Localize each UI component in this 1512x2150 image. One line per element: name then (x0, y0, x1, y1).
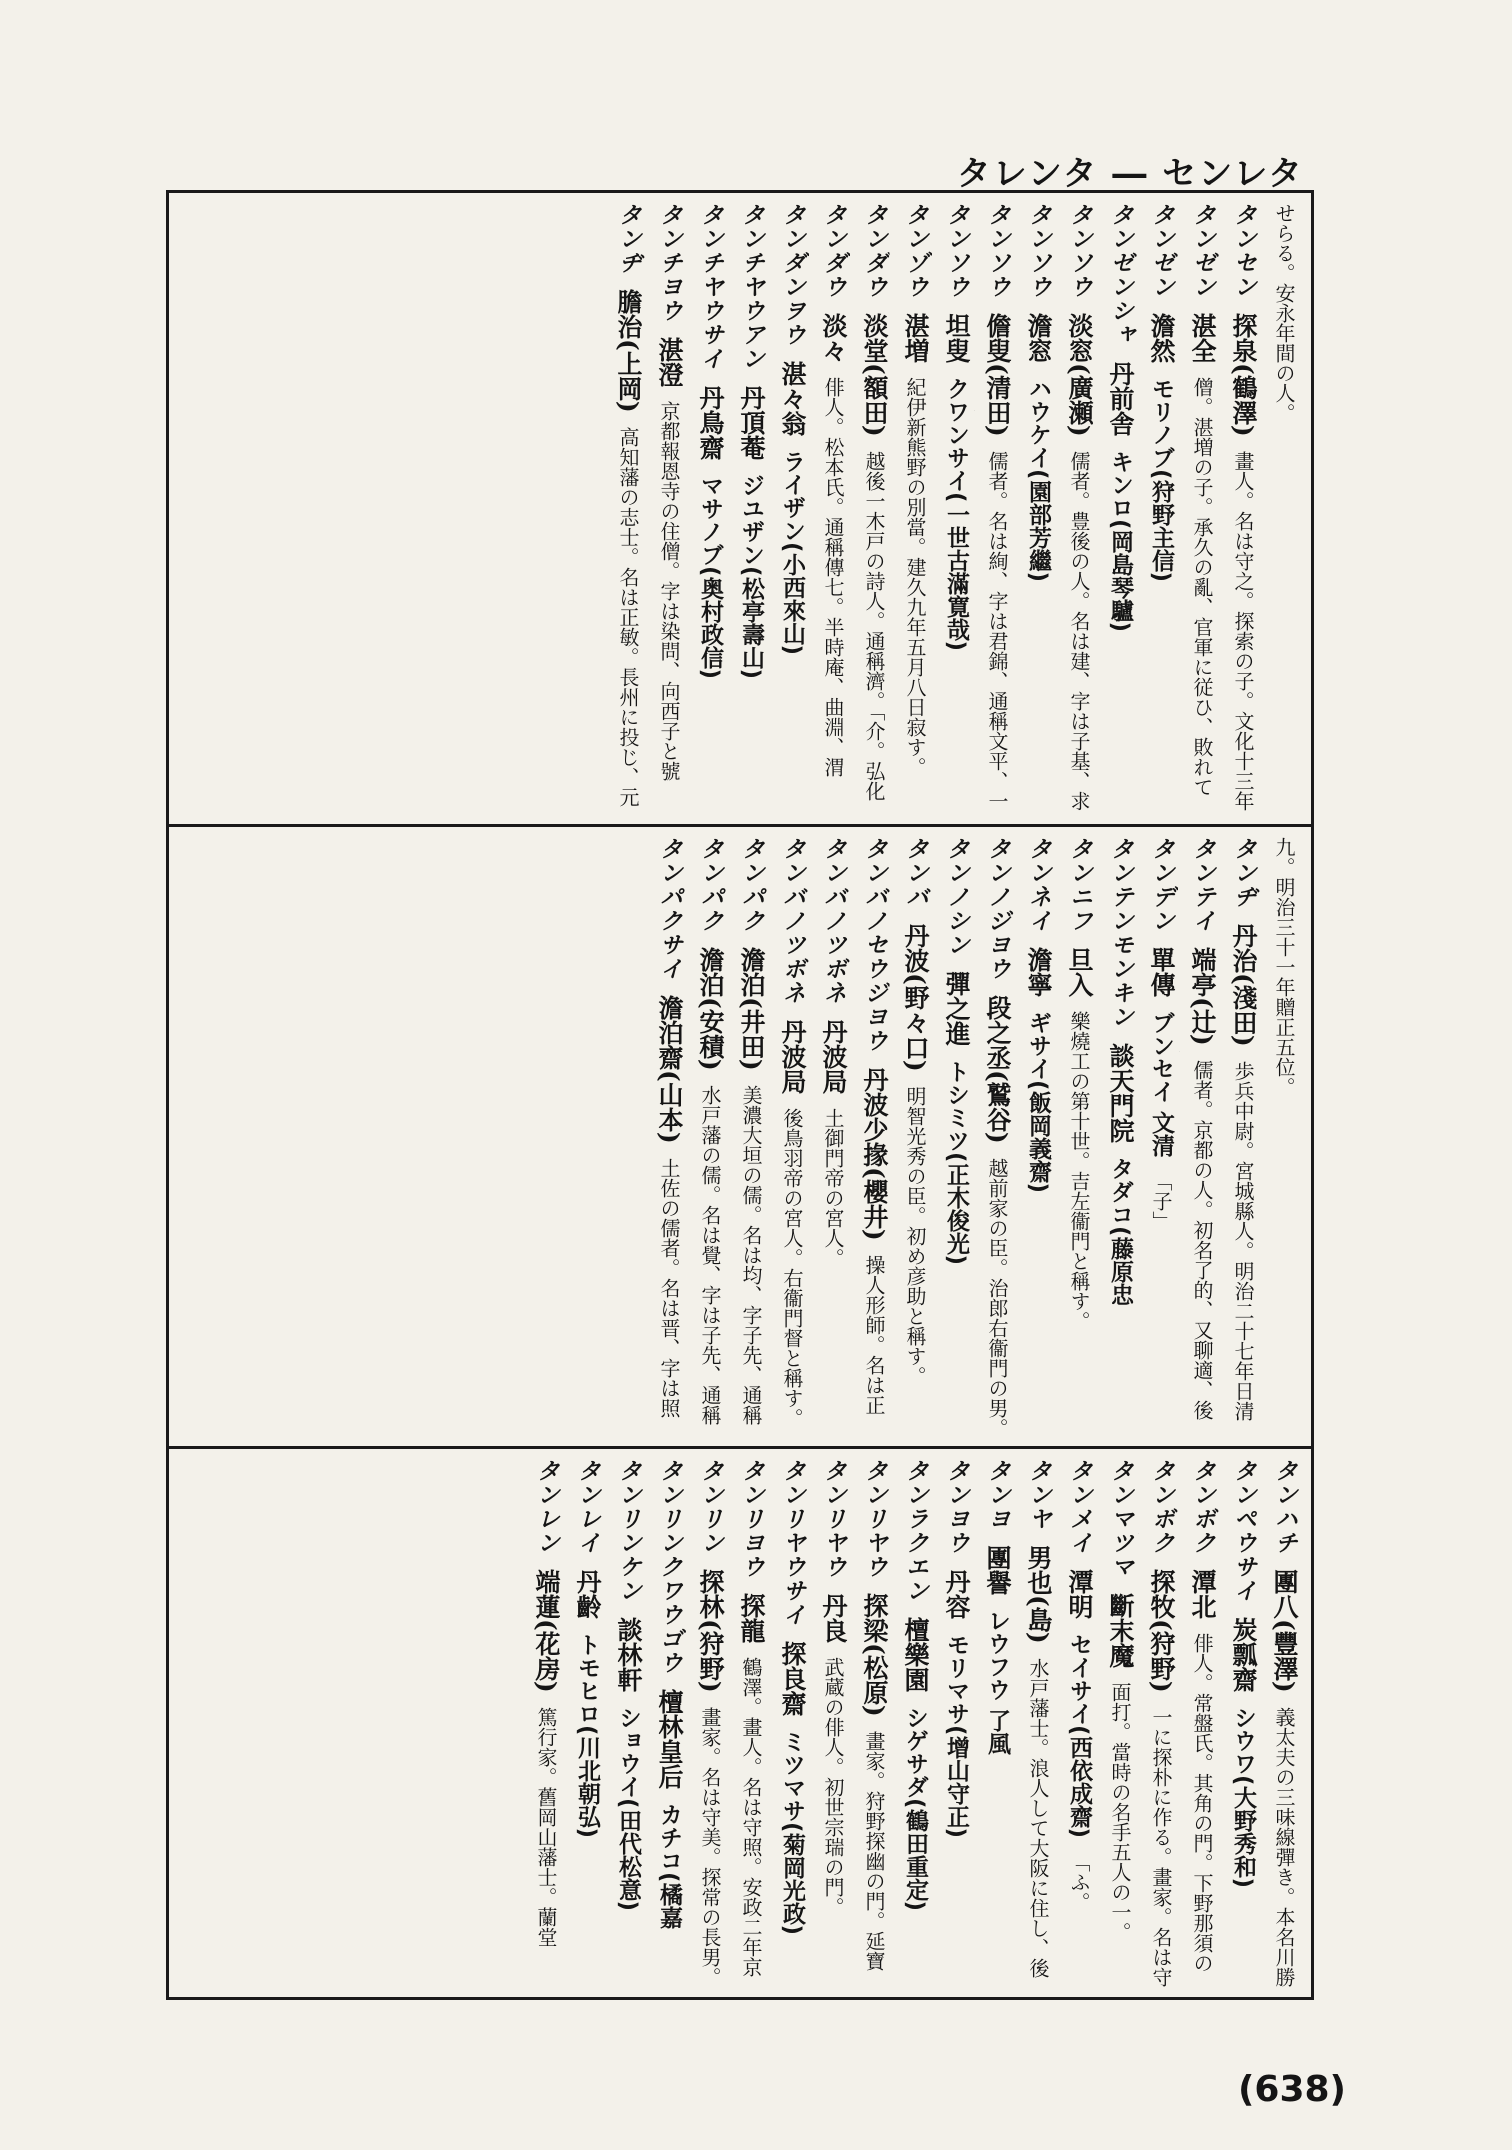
entry-name: 端蓮(花房) (532, 1569, 561, 1693)
dictionary-entry (646, 1459, 686, 1989)
entry-kana: タンソウ (984, 203, 1010, 299)
entry-name: 潭北 (1188, 1569, 1217, 1619)
dictionary-entry (1097, 1459, 1137, 1989)
dictionary-entry (851, 203, 891, 816)
entry-kana: タンデン (1148, 837, 1174, 933)
entry-name: 段之丞(鷲谷) (983, 995, 1012, 1144)
entry-text: 畫家。名は守美。探常の長男。 (698, 1706, 722, 1987)
dictionary-entry (1261, 1459, 1301, 1989)
entry-kana: タンボク (1189, 1459, 1215, 1555)
entry-name: 丹波少掾(櫻井) (860, 1067, 889, 1241)
dictionary-entry (687, 1459, 727, 1989)
dictionary-entry (974, 837, 1014, 1438)
entry-name: 湛澄 (655, 337, 684, 387)
entry-name: 淡堂(額田) (860, 313, 889, 437)
dictionary-entry (769, 837, 809, 1438)
entry-text: 歩兵中尉。宮城縣人。明治二十七年日清 (1231, 1060, 1255, 1421)
dictionary-entry (605, 1459, 645, 1989)
dictionary-entry (1261, 837, 1301, 1438)
entry-name: 丹波(野々口) (901, 923, 930, 1072)
entry-name: 膽治(上岡) (614, 289, 643, 413)
dictionary-entry (892, 837, 932, 1438)
dictionary-entry (769, 1459, 809, 1989)
entry-name: 斷末魔 (1106, 1593, 1135, 1668)
dictionary-entry (974, 203, 1014, 816)
entry-kana: タンテイ (1189, 837, 1215, 933)
entry-text: 俳人。松本氏。通稱傳七。半時庵、曲淵、渭 (821, 377, 845, 777)
dictionary-entry (1138, 1459, 1178, 1989)
entry-kana: タンテンモンキン (1107, 837, 1133, 1029)
entry-text: せらる。安永年間の人。 (1272, 203, 1296, 423)
entry-text: 僧。湛増の子。承久の亂、官軍に従ひ、敗れて (1190, 377, 1214, 797)
entry-text: 武蔵の俳人。初世宗瑞の門。 (821, 1657, 845, 1917)
page-frame (166, 190, 1314, 2000)
dictionary-entry (851, 1459, 891, 1989)
entry-band-bottom (169, 1449, 1311, 1997)
entry-name: 檀樂園 (901, 1617, 930, 1692)
dictionary-entry (564, 1459, 604, 1989)
entry-name: 丹鳥齋 (696, 385, 725, 460)
entry-kana: タンノシン (943, 837, 969, 957)
dictionary-entry (892, 203, 932, 816)
entry-text: 美濃大垣の儒。名は均、字子先、通稱 (739, 1084, 763, 1425)
entry-text: 操人形師。名は正 (862, 1254, 886, 1415)
entry-kana: タンヂ (615, 203, 641, 275)
entry-alias: タダコ(藤原忠 (1107, 1157, 1133, 1306)
entry-name: 檀林皇后 (655, 1689, 684, 1789)
entry-text: 水戸藩の儒。名は覺、字は子先、通稱 (698, 1084, 722, 1425)
entry-alias: マサノブ(奥村政信) (697, 474, 723, 680)
entry-text: 土佐の儒者。名は晋、字は照 (657, 1157, 681, 1418)
entry-alias: ギサイ(飯岡義齋) (1025, 1011, 1051, 1194)
entry-name: 潭明 (1065, 1569, 1094, 1619)
entry-kana: タンバノツボネ (779, 837, 805, 1005)
entry-text: 儒者。京都の人。初名了的、又聊適、後 (1190, 1059, 1214, 1420)
entry-name: 單傳 (1147, 947, 1176, 997)
entry-kana: タンパク (738, 837, 764, 933)
entry-kana: タンレイ (574, 1459, 600, 1555)
entry-alias: ブンセイ 文清 (1148, 1011, 1174, 1158)
entry-name: 探林(狩野) (696, 1569, 725, 1693)
entry-alias: ミツマサ(菊岡光政) (779, 1730, 805, 1936)
entry-kana: タンバ (902, 837, 928, 909)
entry-text: 紀伊新熊野の別當。建久九年五月八日寂す。 (903, 377, 927, 777)
entry-name: 澹寧 (1024, 947, 1053, 997)
entry-text: 一に探朴に作る。畫家。名は守 (1149, 1706, 1173, 1987)
entry-name: 團八(豐澤) (1270, 1569, 1299, 1693)
entry-text: 樂燒工の第十世。吉左衞門と稱す。 (1067, 1011, 1091, 1331)
entry-name: 探良齋 (778, 1641, 807, 1716)
dictionary-entry (1179, 203, 1219, 816)
entry-kana: タンダンヲウ (779, 203, 805, 347)
entry-kana: タンソウ (1066, 203, 1092, 299)
entry-name: 探泉(鶴澤) (1229, 313, 1258, 437)
entry-alias: セイサイ(西依成齋) (1066, 1633, 1092, 1839)
entry-name: 談天門院 (1106, 1043, 1135, 1143)
entry-band-top (169, 193, 1311, 827)
entry-text: 明智光秀の臣。初め彦助と稱す。 (903, 1085, 927, 1386)
entry-kana: タンリヤウ (820, 1459, 846, 1579)
entry-kana: タンニフ (1066, 837, 1092, 933)
entry-name: 澹泊(安積) (696, 947, 725, 1071)
entry-name: 丹齡 (573, 1569, 602, 1619)
dictionary-entry (769, 203, 809, 816)
entry-kana: タンマツマ (1107, 1459, 1133, 1579)
entry-kana: タンノジヨウ (984, 837, 1010, 981)
entry-name: 儋叟(清田) (983, 313, 1012, 437)
entry-alias: クワンサイ(一世古滿寛哉) (943, 377, 969, 652)
entry-name: 湛増 (901, 313, 930, 363)
entry-text: 京都報恩寺の住僧。字は染問、向西子と號 (657, 401, 681, 781)
entry-name: 端亭(辻) (1188, 947, 1217, 1046)
entry-name: 澹泊(井田) (737, 947, 766, 1071)
dictionary-entry (728, 837, 768, 1438)
entry-text: 「子」 (1149, 1171, 1173, 1232)
entry-kana: タンリンクワウゴウ (656, 1459, 682, 1675)
entry-band-middle (169, 827, 1311, 1449)
entry-kana: タンバノツボネ (820, 837, 846, 1005)
entry-kana: タンペウサイ (1230, 1459, 1256, 1603)
entry-name: 澹泊齋(山本) (655, 995, 684, 1144)
dictionary-entry (646, 837, 686, 1438)
entry-kana: タンレン (533, 1459, 559, 1555)
entry-text: 畫家。狩野探幽の門。延寶 (862, 1730, 886, 1971)
entry-alias: シゲサダ(鶴田重定) (902, 1706, 928, 1912)
entry-kana: タンハチ (1271, 1459, 1297, 1555)
entry-name: 湛々翁 (778, 361, 807, 436)
dictionary-entry (1097, 837, 1137, 1438)
entry-kana: タンボク (1148, 1459, 1174, 1555)
entry-alias: トモヒロ(川北朝弘) (574, 1633, 600, 1839)
entry-name: 丹前舎 (1106, 361, 1135, 436)
entry-text: 俳人。常盤氏。其角の門。下野那須の (1190, 1633, 1214, 1973)
entry-text: 土御門帝の宮人。 (821, 1108, 845, 1268)
dictionary-entry (1015, 1459, 1055, 1989)
entry-alias: ジユザン(松亭壽山) (738, 474, 764, 680)
dictionary-entry (687, 203, 727, 816)
entry-name: 旦入 (1065, 947, 1094, 997)
dictionary-entry (892, 1459, 932, 1989)
entry-kana: タンソウ (1025, 203, 1051, 299)
dictionary-entry (974, 1459, 1014, 1989)
dictionary-entry (933, 1459, 973, 1989)
entry-name: 男也(島) (1024, 1545, 1053, 1644)
entry-kana: タンリヨウ (738, 1459, 764, 1579)
entry-kana: タンゼン (1189, 203, 1215, 299)
entry-kana: タンチヨウ (656, 203, 682, 323)
dictionary-entry (1097, 203, 1137, 816)
entry-text: 「ふ。 (1067, 1852, 1091, 1913)
dictionary-entry (1056, 203, 1096, 816)
entry-alias: ショウイ(田代松意) (615, 1706, 641, 1912)
entry-kana: タンヨ (984, 1459, 1010, 1531)
entry-kana: タンリヤウ (861, 1459, 887, 1579)
entry-name: 炭瓢齋 (1229, 1617, 1258, 1692)
entry-alias: トシミツ(正木俊光) (943, 1060, 969, 1266)
entry-name: 探牧(狩野) (1147, 1569, 1176, 1693)
dictionary-entry (646, 203, 686, 816)
entry-text: 畫人。名は守之。探索の子。文化十三年 (1231, 450, 1255, 811)
entry-alias: レウフウ 了風 (984, 1609, 1010, 1756)
dictionary-entry (523, 1459, 563, 1989)
entry-kana: タンゼンシャ (1107, 203, 1133, 347)
entry-kana: タンバノセウジヨウ (861, 837, 887, 1053)
entry-alias: キンロ(岡島琴驢) (1107, 450, 1133, 633)
entry-text: 儒者。名は絢、字は君錦、通稱文平、一 (985, 450, 1009, 811)
entry-text: 越前家の臣。治郎右衞門の男。 (985, 1157, 1009, 1438)
entry-name: 湛全 (1188, 313, 1217, 363)
entry-kana: タンヂ (1230, 837, 1256, 909)
entry-kana: タンパク (697, 837, 723, 933)
entry-text: 越後一木戸の詩人。通稱濟。「介。弘化 (862, 450, 886, 801)
entry-kana: タンゾウ (902, 203, 928, 299)
dictionary-entry (810, 1459, 850, 1989)
entry-name: 探梁(松原) (860, 1593, 889, 1717)
entry-name: 坦叟 (942, 313, 971, 363)
dictionary-entry (810, 203, 850, 816)
dictionary-entry (1179, 1459, 1219, 1989)
dictionary-entry (1220, 837, 1260, 1438)
dictionary-entry (1261, 203, 1301, 816)
entry-kana: タンラクエン (902, 1459, 928, 1603)
entry-name: 丹波局 (778, 1019, 807, 1094)
entry-name: 彈之進 (942, 971, 971, 1046)
entry-name: 澹窓 (1024, 313, 1053, 363)
entry-kana: タンダウ (861, 203, 887, 299)
entry-alias: ハウケイ(園部芳繼) (1025, 377, 1051, 583)
entry-kana: タンメイ (1066, 1459, 1092, 1555)
dictionary-entry (1220, 203, 1260, 816)
entry-alias: ライザン(小西來山) (779, 450, 805, 656)
entry-kana: タンチヤウアン (738, 203, 764, 371)
dictionary-entry (687, 837, 727, 1438)
dictionary-entry (1056, 837, 1096, 1438)
entry-text: 水戸藩士。浪人して大阪に住し、後 (1026, 1657, 1050, 1978)
entry-text: 高知藩の志士。名は正敏。長州に投じ、元 (616, 426, 640, 807)
entry-text: 篤行家。舊岡山藩士。蘭堂 (534, 1706, 558, 1947)
page-number: (638) (1237, 2069, 1346, 2110)
dictionary-entry (1056, 1459, 1096, 1989)
dictionary-entry (1179, 837, 1219, 1438)
entry-kana: タンダウ (820, 203, 846, 299)
entry-name: 澹然 (1147, 313, 1176, 363)
dictionary-entry (1138, 203, 1178, 816)
entry-name: 談林軒 (614, 1617, 643, 1692)
running-title: タレンタ ― センレタ (956, 154, 1304, 194)
entry-text: 義太夫の三味線彈き。本名川勝 (1272, 1706, 1296, 1987)
entry-kana: タンゼン (1148, 203, 1174, 299)
entry-kana: タンセン (1230, 203, 1256, 299)
entry-name: 探龍 (737, 1593, 766, 1643)
dictionary-entry (1220, 1459, 1260, 1989)
entry-kana: タンチヤウサイ (697, 203, 723, 371)
entry-text: 鶴澤。畫人。名は守照。安政二年京 (739, 1657, 763, 1977)
entry-name: 丹頂菴 (737, 385, 766, 460)
entry-name: 淡々 (819, 313, 848, 363)
dictionary-entry (1138, 837, 1178, 1438)
entry-name: 丹治(淺田) (1229, 923, 1258, 1047)
entry-kana: タンヨウ (943, 1459, 969, 1555)
entry-text: 儒者。豊後の人。名は建、字は子基、求 (1067, 450, 1091, 811)
entry-text: 後鳥羽帝の宮人。右衞門督と稱す。 (780, 1108, 804, 1428)
entry-kana: タンリンケン (615, 1459, 641, 1603)
dictionary-entry (1015, 837, 1055, 1438)
entry-name: 團譽 (983, 1545, 1012, 1595)
entry-kana: タンリン (697, 1459, 723, 1555)
entry-text: 九。明治三十一年贈正五位。 (1272, 837, 1296, 1097)
dictionary-entry (810, 837, 850, 1438)
entry-kana: タンリヤウサイ (779, 1459, 805, 1627)
dictionary-entry (933, 203, 973, 816)
dictionary-entry (851, 837, 891, 1438)
entry-alias: モリマサ(增山守正) (943, 1633, 969, 1839)
entry-name: 丹良 (819, 1593, 848, 1643)
entry-kana: タンソウ (943, 203, 969, 299)
dictionary-entry (933, 837, 973, 1438)
dictionary-entry (1015, 203, 1055, 816)
dictionary-entry (605, 203, 645, 816)
entry-kana: タンパクサイ (656, 837, 682, 981)
dictionary-entry (728, 203, 768, 816)
entry-alias: シウワ(大野秀和) (1230, 1706, 1256, 1889)
entry-kana: タンヤ (1025, 1459, 1051, 1531)
entry-kana: タンネイ (1025, 837, 1051, 933)
dictionary-entry (728, 1459, 768, 1989)
entry-alias: カチコ(橘嘉 (656, 1803, 682, 1929)
entry-text: 面打。當時の名手五人の一。 (1108, 1682, 1132, 1942)
entry-name: 丹容 (942, 1569, 971, 1619)
entry-name: 淡窓(廣瀬) (1065, 313, 1094, 437)
entry-alias: モリノブ(狩野主信) (1148, 377, 1174, 583)
entry-name: 丹波局 (819, 1019, 848, 1094)
